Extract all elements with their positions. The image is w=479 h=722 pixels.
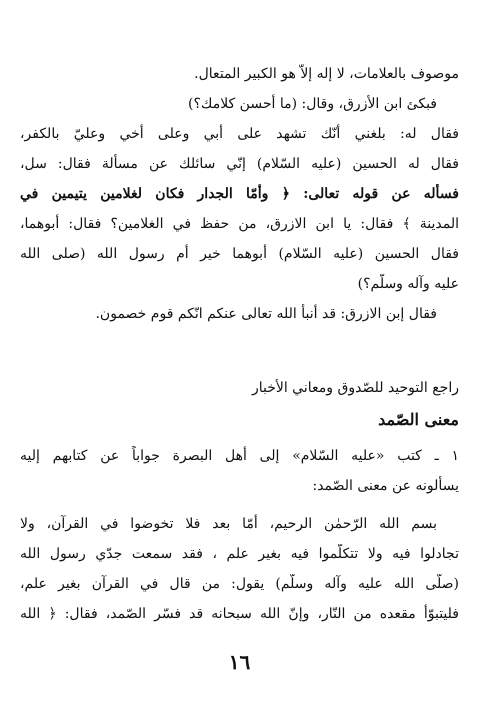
text-line: فبكئ ابن الأزرق، وقال: (ما أحسن كلامك؟) — [188, 96, 437, 112]
text-line: المدينة ﴾ فقال: يا ابن الازرق، من حفظ في الغلامين؟ فقال: أبوهما، — [20, 216, 459, 232]
text-line: فقال إبن الازرق: قد أنبأ الله تعالى عنكم انّكم قوم خصمون. — [95, 306, 437, 322]
text-line: موصوف بالعلامات، لا إله إلاّ هو الكبير المتعال. — [194, 66, 459, 82]
text-line: فقال له: بلغني أنّك تشهد على أبي وعلى أخي وعليّ بالكفر، — [20, 126, 459, 142]
section-heading: معنى الصّمد — [378, 410, 459, 429]
text-line: ١ ـ كتب «عليه السّلام» إلى أهل البصرة جواباً عن كتابهم إليه — [20, 448, 459, 464]
page-number: ١٦ — [228, 650, 251, 674]
text-line: عليه وآله وسلّم؟) — [357, 276, 459, 292]
text-line: يسألونه عن معنى الصّمد: — [312, 478, 459, 494]
text-line: فقال الحسين (عليه السّلام) أبوهما خير أم رسول الله (صلى الله — [20, 246, 459, 262]
book-page — [20, 0, 459, 722]
text-line: بسم الله الرّحمٰن الرحيم، أمّا بعد فلا تخوضوا في القرآن، ولا — [20, 516, 437, 532]
text-line: فقال له الحسين (عليه السّلام) إنّي سائلك عن مسألة فقال: سل، — [20, 156, 459, 172]
text-line: فسأله عن قوله تعالى: ﴿ وأمّا الجدار فكان لغلامين يتيمين في — [20, 186, 459, 202]
text-line: فليتبوّأ مقعده من النّار، وإنّ الله سبحانه قد فسّر الصّمد، فقال: ﴿ الله — [20, 606, 459, 622]
reference-note: راجع التوحيد للصّدوق ومعاني الأخبار — [251, 380, 459, 396]
text-line: تجادلوا فيه ولا تتكلّموا فيه بغير علم ، فقد سمعت جدّي رسول الله — [20, 546, 459, 562]
text-line: (صلّى الله عليه وآله وسلّم) يقول: من قال في القرآن بغير علم، — [20, 576, 459, 592]
